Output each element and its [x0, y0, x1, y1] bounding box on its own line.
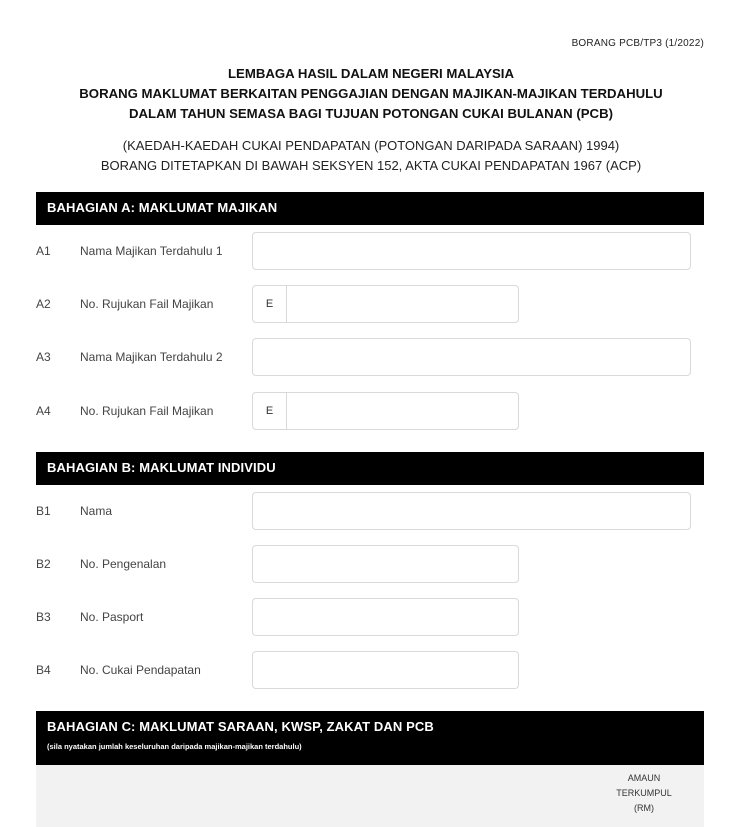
section-c-title: BAHAGIAN C: MAKLUMAT SARAAN, KWSP, ZAKAT DAN PCB [47, 719, 434, 734]
subtitle-line-2: BORANG DITETAPKAN DI BAWAH SEKSYEN 152, AKTA CUKAI PENDAPATAN 1967 (ACP) [100, 158, 642, 173]
income-tax-number-input[interactable] [252, 651, 519, 689]
section-a-header [36, 192, 704, 225]
column-header-line-1: AMAUN [627, 773, 661, 783]
field-label: No. Rujukan Fail Majikan [80, 297, 214, 311]
section-c-note: (sila nyatakan jumlah keseluruhan daripada majikan-majikan terdahulu) [47, 742, 302, 751]
field-label: No. Pengenalan [80, 557, 167, 571]
row-a2 [36, 285, 704, 325]
input-prefix: E [253, 286, 287, 322]
field-code: A4 [36, 404, 51, 418]
field-code: A1 [36, 244, 51, 258]
title-line-1: LEMBAGA HASIL DALAM NEGERI MALAYSIA [228, 66, 514, 81]
section-a-title: BAHAGIAN A: MAKLUMAT MAJIKAN [47, 200, 278, 215]
previous-employer-name-1-input[interactable] [252, 232, 691, 270]
field-code: B3 [36, 610, 51, 624]
field-label: No. Rujukan Fail Majikan [80, 404, 214, 418]
row-b2 [36, 545, 704, 585]
row-b4 [36, 651, 704, 691]
passport-number-input[interactable] [252, 598, 519, 636]
form-code: BORANG PCB/TP3 (1/2022) [571, 38, 704, 49]
form-subtitle [0, 136, 742, 176]
field-code: A3 [36, 350, 51, 364]
field-label: Nama Majikan Terdahulu 2 [80, 350, 223, 364]
column-header-line-3: (RM) [634, 803, 654, 813]
field-code: B1 [36, 504, 51, 518]
row-b3 [36, 598, 704, 638]
field-label: No. Cukai Pendapatan [80, 663, 201, 677]
field-code: B2 [36, 557, 51, 571]
field-label: No. Pasport [80, 610, 144, 624]
employer-file-ref-1-input[interactable] [252, 285, 519, 323]
identification-number-input[interactable] [252, 545, 519, 583]
form-title [0, 64, 742, 124]
title-line-2: BORANG MAKLUMAT BERKAITAN PENGGAJIAN DENGAN MAJIKAN-MAJIKAN TERDAHULU [79, 86, 663, 101]
input-prefix: E [253, 393, 287, 429]
section-b-title: BAHAGIAN B: MAKLUMAT INDIVIDU [47, 460, 276, 475]
row-a4 [36, 392, 704, 432]
field-label: Nama Majikan Terdahulu 1 [80, 244, 223, 258]
employer-file-ref-2-input[interactable] [252, 392, 519, 430]
title-line-3: DALAM TAHUN SEMASA BAGI TUJUAN POTONGAN CUKAI BULANAN (PCB) [128, 106, 613, 121]
section-c-table-header [36, 765, 704, 827]
row-b1 [36, 492, 704, 532]
accumulated-amount-column-header [609, 771, 679, 816]
row-a3 [36, 338, 704, 378]
subtitle-line-1: (KAEDAH-KAEDAH CUKAI PENDAPATAN (POTONGAN DARIPADA SARAAN) 1994) [122, 138, 620, 153]
field-label: Nama [80, 504, 113, 518]
name-input[interactable] [252, 492, 691, 530]
section-c-header [36, 711, 704, 765]
column-header-line-2: TERKUMPUL [616, 788, 672, 798]
field-code: B4 [36, 663, 51, 677]
section-b-header [36, 452, 704, 485]
field-code: A2 [36, 297, 51, 311]
previous-employer-name-2-input[interactable] [252, 338, 691, 376]
row-a1 [36, 232, 704, 272]
